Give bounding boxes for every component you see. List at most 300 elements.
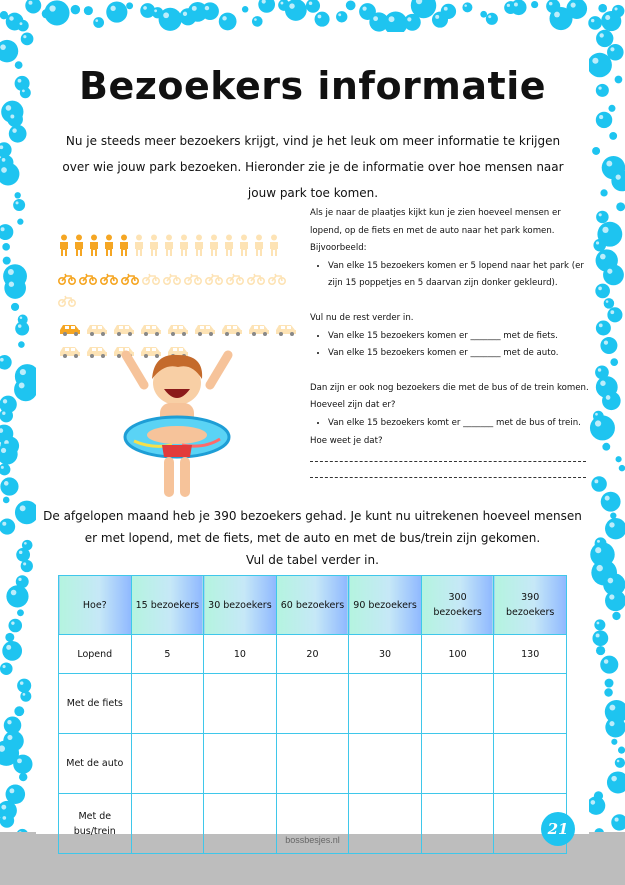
bubble-highlight — [9, 16, 13, 20]
bubble — [20, 691, 31, 702]
bubble-highlight — [609, 522, 614, 527]
person-icon — [268, 234, 280, 260]
person-icon — [223, 234, 235, 260]
bubble — [609, 132, 617, 140]
table-cell[interactable] — [421, 734, 494, 794]
bubble-highlight — [599, 115, 603, 119]
bubble — [0, 224, 13, 240]
instruction-text: Als je naar de plaatjes kijkt kun je zien hoeveel mensen er lopend, op de fiets en met de auto naar het park komen. — [310, 208, 561, 236]
person-icon — [253, 234, 265, 260]
bubble-highlight — [10, 115, 14, 119]
bubble-highlight — [606, 161, 612, 167]
bubble — [17, 679, 31, 693]
bubble — [0, 662, 13, 675]
bubble-highlight — [435, 15, 439, 19]
bicycle-icon — [184, 270, 202, 289]
bubble-highlight — [163, 12, 169, 18]
header-cell: 60 bezoekers — [276, 576, 349, 635]
bubble — [600, 189, 607, 196]
table-cell[interactable] — [276, 734, 349, 794]
person-icon — [208, 234, 220, 260]
bubble — [0, 464, 10, 476]
table-cell[interactable]: 5 — [131, 635, 204, 674]
bubble — [511, 0, 527, 15]
bubble — [15, 322, 29, 336]
bubble — [17, 609, 24, 616]
bubble-highlight — [23, 562, 26, 565]
bubble — [11, 303, 19, 311]
table-cell[interactable] — [349, 734, 422, 794]
bubble-highlight — [389, 16, 395, 22]
bubble-highlight — [28, 1, 32, 5]
bubble-highlight — [600, 381, 605, 386]
table-cell[interactable]: 100 — [421, 635, 494, 674]
bubble-highlight — [11, 621, 14, 624]
person-icon — [88, 234, 100, 260]
bubble — [2, 641, 22, 661]
bubble — [252, 16, 263, 27]
bubble — [605, 590, 625, 611]
bubble — [2, 243, 10, 251]
bubble — [0, 163, 19, 186]
fill-item-cars: • Van elke 15 bezoekers komen er _______ met de auto. — [328, 345, 590, 363]
person-icon — [238, 234, 250, 260]
bubble — [17, 219, 23, 225]
bubble — [0, 355, 12, 370]
bubble-highlight — [599, 213, 602, 216]
bubble-highlight — [598, 368, 601, 371]
bubble-highlight — [3, 665, 6, 668]
visitors-table — [58, 575, 567, 854]
bubble — [592, 147, 600, 155]
bubble — [616, 456, 622, 462]
bubble-highlight — [192, 6, 197, 11]
table-cell[interactable] — [131, 734, 204, 794]
bubble-highlight — [596, 241, 599, 244]
bubble — [13, 755, 32, 774]
bubble-highlight — [611, 776, 617, 782]
bubble — [336, 11, 347, 22]
bubble-highlight — [280, 2, 283, 5]
bubble-highlight — [610, 310, 614, 314]
table-cell[interactable] — [204, 674, 277, 734]
bubble — [598, 4, 607, 13]
bubble-highlight — [373, 16, 378, 21]
bubble-highlight — [606, 300, 609, 303]
bubble-highlight — [18, 578, 21, 581]
bubble — [610, 358, 618, 366]
bubble — [602, 443, 610, 451]
car-icon — [85, 321, 109, 340]
bubble — [616, 202, 625, 211]
bubble-highlight — [617, 760, 620, 763]
bubble-highlight — [616, 174, 621, 179]
bubble — [7, 111, 23, 127]
table-cell[interactable]: 130 — [494, 635, 567, 674]
bubble-highlight — [595, 547, 601, 553]
bubble-highlight — [362, 7, 366, 11]
bubble-highlight — [19, 383, 25, 389]
bubble-highlight — [18, 324, 21, 327]
bubble-highlight — [11, 590, 17, 596]
bubble-highlight — [24, 542, 27, 545]
bubble — [0, 477, 18, 495]
bubble — [93, 17, 104, 28]
bubble — [605, 679, 614, 688]
bubble — [480, 11, 487, 18]
bubble — [306, 0, 320, 13]
header-cell: 390 bezoekers — [494, 576, 567, 635]
bubble — [3, 497, 10, 504]
bubble-highlight — [23, 35, 26, 38]
instructions — [310, 205, 590, 482]
car-icon — [139, 321, 163, 340]
bubble-highlight — [600, 254, 606, 260]
bubble — [441, 4, 456, 19]
bubble-highlight — [599, 323, 603, 327]
bubble-highlight — [205, 6, 209, 10]
bubble — [592, 630, 608, 646]
bubble-highlight — [591, 800, 596, 805]
car-icon — [112, 321, 136, 340]
bubble-highlight — [309, 2, 313, 6]
table-cell[interactable]: 20 — [276, 635, 349, 674]
bubble-highlight — [20, 505, 26, 511]
bubble-highlight — [1, 167, 7, 173]
table-cell[interactable]: 10 — [204, 635, 277, 674]
bubble-highlight — [464, 4, 467, 7]
bubble — [258, 0, 275, 13]
bubble-highlight — [289, 3, 294, 8]
bubble — [14, 378, 37, 401]
bubble-highlight — [16, 201, 19, 204]
bubble — [0, 519, 15, 535]
person-icon — [193, 234, 205, 260]
bubble — [13, 199, 25, 211]
bubble-highlight — [110, 6, 115, 11]
bubble — [587, 796, 605, 814]
bubble — [618, 747, 625, 754]
bubble-highlight — [610, 47, 614, 51]
bubble-highlight — [183, 12, 187, 16]
bubble — [21, 560, 33, 572]
table-cell[interactable] — [131, 674, 204, 734]
bubble-highlight — [2, 158, 6, 162]
bubble — [602, 391, 621, 410]
bubble — [44, 0, 69, 25]
swimming-kid-illustration — [112, 345, 242, 503]
car-icon — [58, 343, 82, 362]
bus-question: Dan zijn er ook nog bezoekers die met de bus of de trein komen. Hoeveel zijn dat er? — [310, 382, 589, 411]
bubble — [315, 12, 330, 27]
bubble — [619, 465, 625, 471]
table-row — [59, 635, 567, 674]
page-number: 21 — [541, 812, 575, 846]
bubble-highlight — [4, 481, 9, 486]
bubble — [84, 6, 93, 15]
bubble-highlight — [6, 645, 11, 650]
bubble — [126, 2, 133, 9]
bubble — [612, 612, 620, 620]
bubble — [594, 619, 605, 630]
bubble-highlight — [592, 58, 598, 64]
header-cell: 90 bezoekers — [349, 576, 422, 635]
bubble-highlight — [254, 18, 257, 21]
bubble — [596, 211, 609, 224]
bubble-highlight — [20, 22, 23, 25]
answer-line-2[interactable] — [310, 466, 586, 478]
bubble-highlight — [602, 227, 608, 233]
bubble-highlight — [0, 44, 6, 50]
table-cell[interactable] — [494, 734, 567, 794]
bubble-highlight — [607, 269, 612, 274]
person-icon — [133, 234, 145, 260]
car-icon — [220, 321, 244, 340]
bubble-highlight — [608, 578, 614, 584]
bubble — [601, 492, 621, 512]
bubble — [596, 30, 613, 47]
bubble-highlight — [606, 395, 611, 400]
header-cell: 300 bezoekers — [421, 576, 494, 635]
bubble-highlight — [591, 19, 594, 22]
bubble-highlight — [604, 659, 609, 664]
bicycle-icon — [142, 270, 160, 289]
bubble-highlight — [615, 818, 619, 822]
bubble — [219, 13, 237, 31]
bubble-highlight — [609, 705, 615, 711]
bubble — [0, 409, 13, 423]
bubble-highlight — [2, 522, 6, 526]
car-icon — [58, 321, 82, 340]
car-icon — [166, 321, 190, 340]
bus-item: • Van elke 15 bezoekers komt er _______ met de bus of trein. — [328, 415, 590, 433]
bicycle-icon — [58, 270, 76, 289]
bubble-highlight — [23, 693, 26, 696]
bubble-highlight — [20, 317, 23, 320]
table-cell[interactable] — [421, 674, 494, 734]
bubble — [9, 125, 27, 143]
table-cell[interactable] — [494, 674, 567, 734]
bubble-highlight — [488, 15, 491, 18]
fill-label: Vul nu de rest verder in. — [310, 312, 414, 323]
example-item: • Van elke 15 bezoekers komen er 5 lopend naar het park (er zijn 15 poppetjes en 5 daarvan zijn donker gekleurd). — [328, 258, 590, 293]
bubble-highlight — [9, 788, 14, 793]
bubble — [605, 518, 625, 539]
bubble-highlight — [597, 622, 600, 625]
example-label: Bijvoorbeeld: — [310, 243, 367, 254]
bubble-highlight — [1, 227, 5, 231]
bubble — [201, 2, 219, 20]
bubble — [242, 6, 248, 12]
bubble — [604, 688, 612, 696]
bubble-highlight — [143, 6, 147, 10]
bubble — [159, 8, 182, 31]
table-cell[interactable]: 30 — [349, 635, 422, 674]
bubble — [590, 415, 615, 440]
bubble — [615, 758, 625, 768]
person-icon — [118, 234, 130, 260]
bubble-highlight — [20, 681, 24, 685]
car-icon — [274, 321, 298, 340]
bubble — [601, 11, 621, 31]
bubble-highlight — [597, 540, 600, 543]
bubble — [0, 40, 18, 63]
bicycle-icon — [268, 270, 286, 289]
bubble — [600, 337, 617, 354]
bubble — [8, 619, 22, 633]
table-intro — [40, 505, 585, 571]
person-icon — [148, 234, 160, 260]
bicycle-icon — [226, 270, 244, 289]
bicycle-icon — [58, 292, 76, 311]
answer-line-1[interactable] — [310, 450, 586, 462]
bubble-highlight — [514, 3, 518, 7]
bubble — [14, 706, 24, 716]
bubble — [531, 1, 538, 8]
bubble-highlight — [554, 12, 560, 18]
bubble-highlight — [17, 758, 22, 763]
bubble — [17, 20, 29, 32]
bubble-highlight — [444, 7, 448, 11]
bubble — [605, 717, 625, 737]
bubble — [588, 16, 602, 30]
bicycle-icon — [121, 270, 139, 289]
bubble-highlight — [594, 479, 598, 483]
table-instruction: Vul de tabel verder in. — [246, 553, 379, 567]
bubble-highlight — [609, 721, 614, 726]
bubble-highlight — [9, 282, 14, 287]
bicycle-icon — [163, 270, 181, 289]
bubble-highlight — [3, 399, 7, 403]
bubble — [19, 773, 27, 781]
bubble — [593, 239, 606, 252]
bubble — [4, 277, 26, 299]
car-icon — [85, 343, 109, 362]
table-cell[interactable] — [276, 674, 349, 734]
bubble-highlight — [596, 633, 600, 637]
bubble-highlight — [595, 413, 598, 416]
bubble-highlight — [609, 594, 614, 599]
table-row — [59, 734, 567, 794]
bubble — [596, 646, 605, 655]
bicycle-icon — [205, 270, 223, 289]
bubble — [600, 656, 618, 674]
bubble-highlight — [95, 19, 98, 22]
fill-item-bikes: • Van elke 15 bezoekers komen er _______ met de fiets. — [328, 328, 590, 346]
bubble — [604, 298, 614, 308]
bubble-highlight — [1, 448, 6, 453]
bubble — [0, 813, 14, 828]
bubble-highlight — [596, 565, 602, 571]
bubble — [486, 13, 498, 25]
person-icon — [178, 234, 190, 260]
bubble — [346, 1, 356, 11]
bubble — [611, 739, 617, 745]
bubble-highlight — [604, 340, 608, 344]
bubble — [106, 1, 127, 22]
table-cell[interactable] — [349, 674, 422, 734]
bicycle-icon — [247, 270, 265, 289]
header-cell: 15 bezoekers — [131, 576, 204, 635]
table-header-row — [59, 576, 567, 635]
bubble-highlight — [12, 128, 16, 132]
intro-text: Nu je steeds meer bezoekers krijgt, vind je het leuk om meer informatie te krijgen over wie jouw park bezoeken. Hieronder zie je de informatie over hoe mensen naar jouw park toe komen. — [62, 134, 564, 200]
bubble — [14, 192, 20, 198]
person-icon — [58, 234, 70, 260]
bubble — [607, 771, 625, 793]
bubble — [611, 814, 625, 830]
bubble-highlight — [20, 369, 26, 375]
bubble — [3, 257, 11, 265]
bikes-row — [58, 270, 298, 311]
walkers-row — [58, 234, 298, 260]
car-icon — [193, 321, 217, 340]
bubble — [462, 2, 472, 12]
car-icon — [247, 321, 271, 340]
header-cell: 30 bezoekers — [204, 576, 277, 635]
bubble — [71, 5, 80, 14]
bubble-highlight — [598, 287, 602, 291]
row-label: Met de auto — [59, 734, 132, 794]
table-cell[interactable] — [204, 734, 277, 794]
bubble-highlight — [0, 358, 4, 362]
bubble-highlight — [2, 411, 5, 414]
bubble-highlight — [407, 17, 411, 21]
bubble — [25, 0, 41, 14]
bubble — [18, 341, 25, 348]
bubble-highlight — [614, 7, 617, 10]
bubble — [596, 320, 611, 335]
bicycle-icon — [79, 270, 97, 289]
bubble — [5, 633, 14, 642]
bubble-highlight — [154, 9, 157, 12]
bubble — [610, 512, 616, 518]
bubble-highlight — [7, 735, 12, 740]
person-icon — [103, 234, 115, 260]
bubble-highlight — [1, 805, 6, 810]
table-row — [59, 674, 567, 734]
bubble — [16, 548, 30, 562]
bubble-highlight — [2, 816, 6, 820]
bubble-highlight — [605, 496, 610, 501]
person-icon — [73, 234, 85, 260]
bubble-highlight — [222, 16, 226, 20]
bicycle-icon — [100, 270, 118, 289]
bubble-highlight — [338, 13, 341, 16]
bubble — [21, 33, 34, 46]
bubble — [591, 476, 606, 491]
row-label: Met de fiets — [59, 674, 132, 734]
bubble-highlight — [7, 720, 11, 724]
header-cell: Hoe? — [59, 576, 132, 635]
row-label: Lopend — [59, 635, 132, 674]
footer-url: bossbesjes.nl — [285, 835, 340, 845]
bubble-highlight — [549, 2, 553, 6]
bubble-highlight — [571, 2, 576, 7]
bubble-highlight — [318, 15, 322, 19]
person-icon — [163, 234, 175, 260]
bubble-highlight — [19, 551, 22, 554]
bubble — [603, 264, 624, 285]
bubble-highlight — [600, 33, 604, 37]
how-question: Hoe weet je dat? — [310, 435, 383, 446]
bubble-highlight — [1, 466, 4, 469]
bubble — [607, 307, 622, 322]
bubble-highlight — [8, 269, 14, 275]
bubble — [285, 0, 307, 21]
bubble — [596, 112, 612, 128]
table-intro-line: De afgelopen maand heb je 390 bezoekers gehad. Je kunt nu uitrekenen hoeveel mensen er met lopend, met de fiets, met de auto en met de bus/trein zijn gekomen. — [43, 509, 582, 545]
